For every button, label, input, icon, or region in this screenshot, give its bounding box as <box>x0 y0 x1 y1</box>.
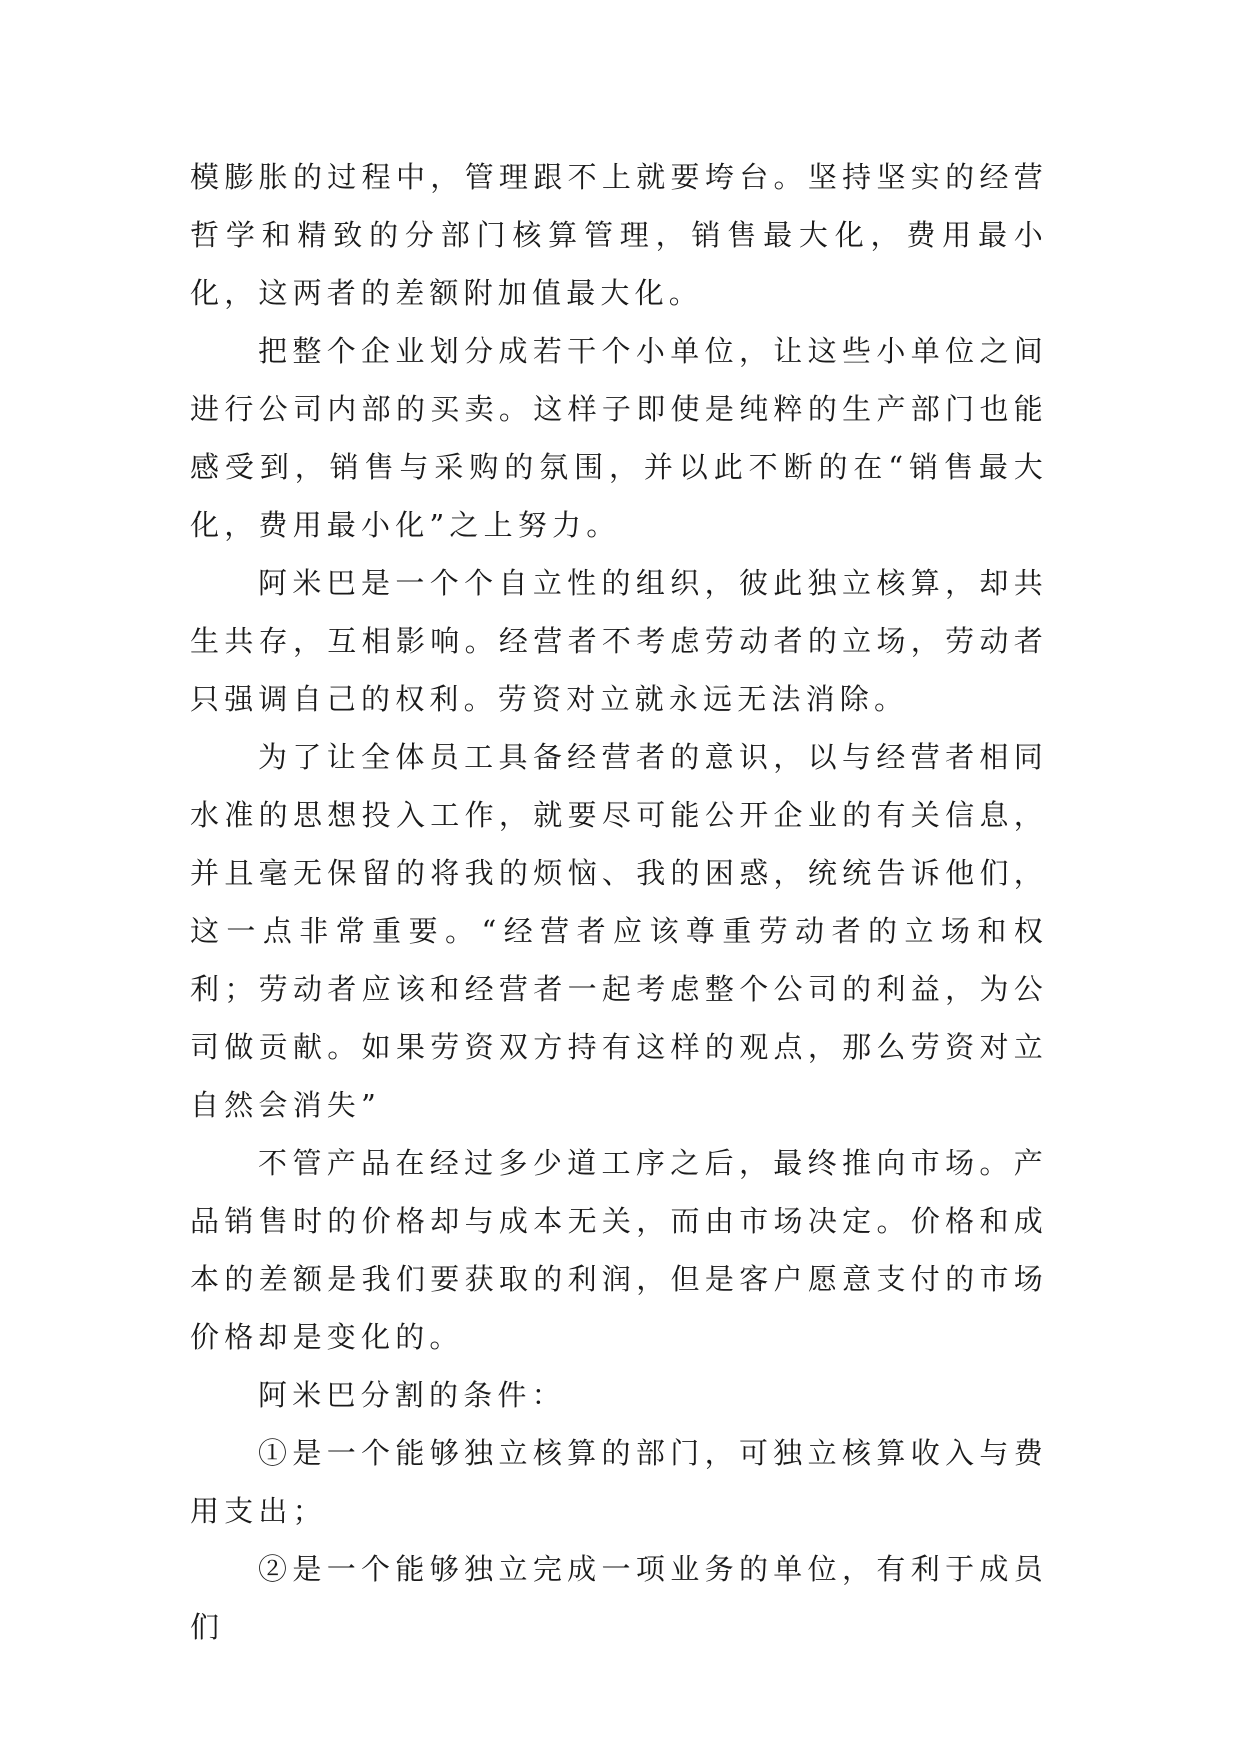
document-body <box>190 148 1048 1656</box>
paragraph-condition-1: ①是一个能够独立核算的部门，可独立核算收入与费用支出； <box>190 1436 1048 1528</box>
paragraph-internal-trading: 把整个企业划分成若干个小单位，让这些小单位之间进行公司内部的买卖。这样子即使是纯粹的生产部门也能感受到，销售与采购的氛围，并以此不断的在“销售最大化，费用最小化”之上努力。 <box>190 334 1048 542</box>
paragraph-amoeba-organization: 阿米巴是一个个自立性的组织，彼此独立核算，却共生共存，互相影响。经营者不考虑劳动者的立场，劳动者只强调自己的权利。劳资对立就永远无法消除。 <box>190 566 1048 716</box>
paragraph-market-price: 不管产品在经过多少道工序之后，最终推向市场。产品销售时的价格却与成本无关，而由市场决定。价格和成本的差额是我们要获取的利润，但是客户愿意支付的市场价格却是变化的。 <box>190 1146 1048 1354</box>
paragraph-division-conditions: 阿米巴分割的条件： <box>258 1378 566 1412</box>
paragraph-continued: 模膨胀的过程中，管理跟不上就要垮台。坚持坚实的经营哲学和精致的分部门核算管理，销售最大化，费用最小化，这两者的差额附加值最大化。 <box>190 160 1048 310</box>
paragraph-management-awareness: 为了让全体员工具备经营者的意识，以与经营者相同水准的思想投入工作，就要尽可能公开企业的有关信息，并且毫无保留的将我的烦恼、我的困惑，统统告诉他们，这一点非常重要。“经营者应该尊重劳动者的立场和权利；劳动者应该和经营者一起考虑整个公司的利益，为公司做贡献。如果劳资双方持有这样的观点，那么劳资对立自然会消失” <box>190 740 1048 1122</box>
paragraph-condition-2: ②是一个能够独立完成一项业务的单位，有利于成员们 <box>190 1552 1048 1644</box>
